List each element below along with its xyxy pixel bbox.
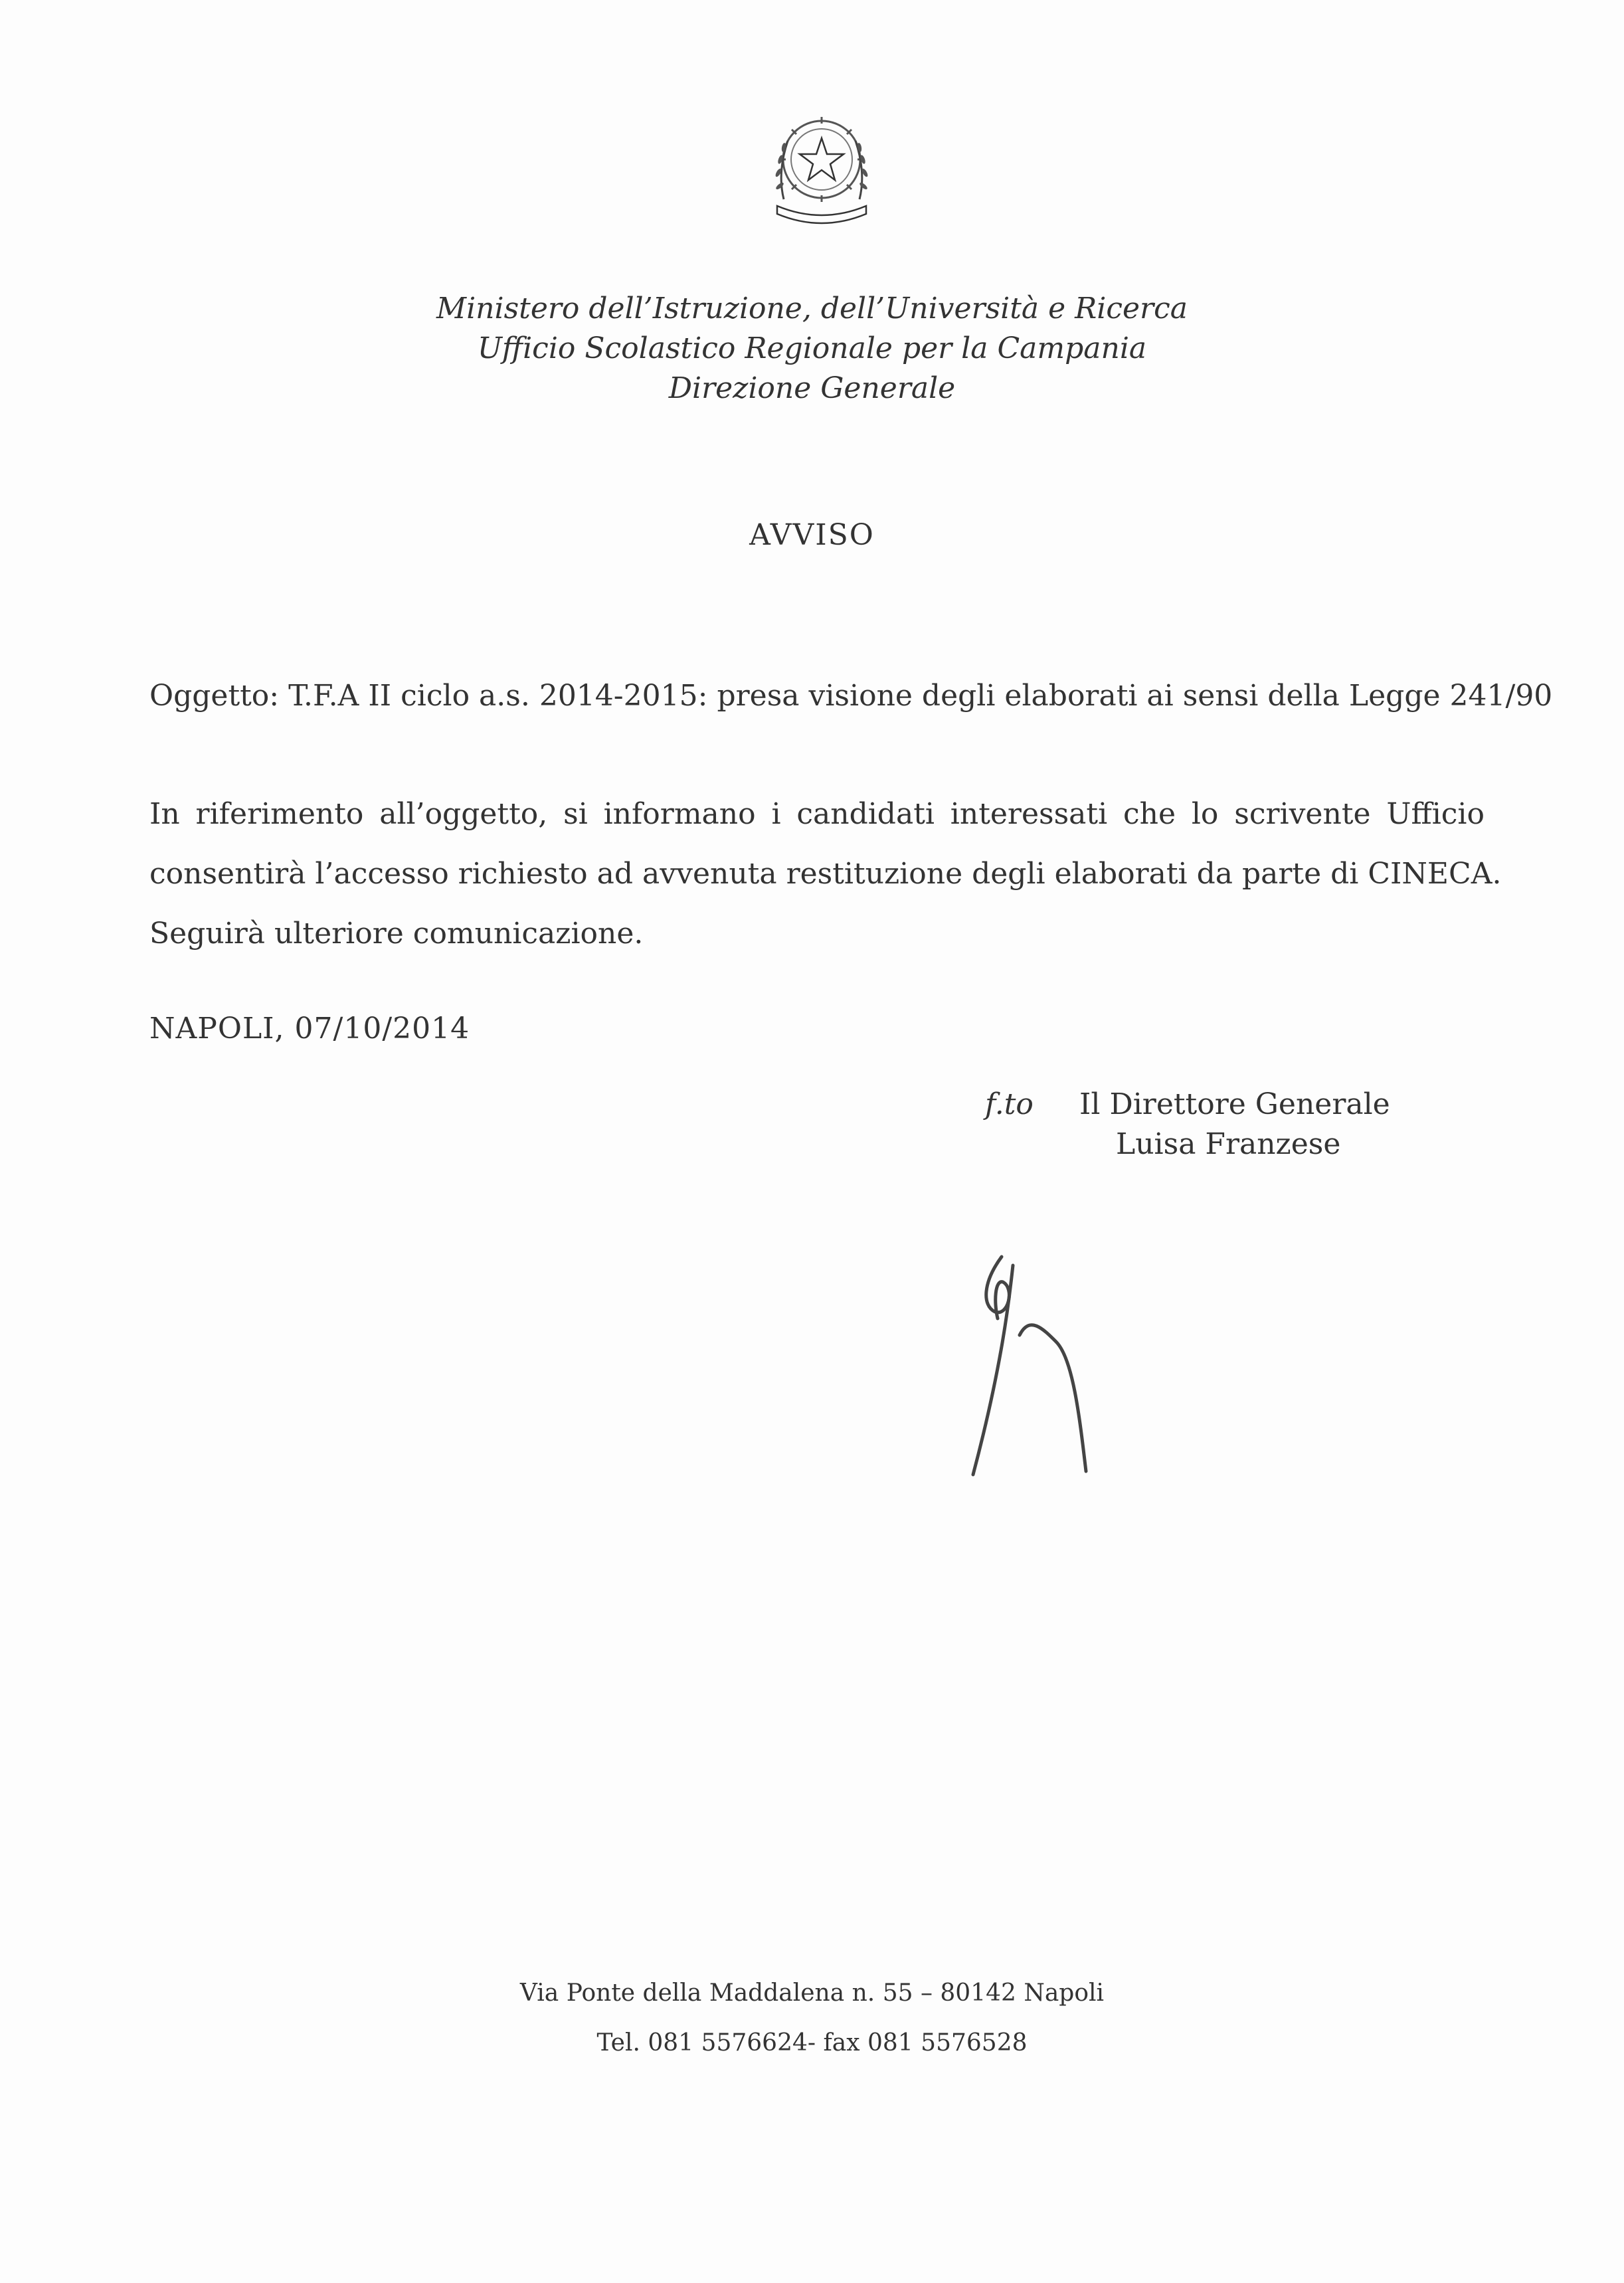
signatory-role: Il Direttore Generale: [1079, 1087, 1390, 1121]
handwritten-signature-icon: [956, 1242, 1129, 1481]
ministry-name: Ministero dell’Istruzione, dell’Università e Ricerca: [436, 292, 1188, 325]
subject-line: Oggetto: T.F.A II ciclo a.s. 2014-2015: presa visione degli elaborati ai sensi della Legge 241/90: [149, 679, 1553, 713]
directorate-name: Direzione Generale: [668, 371, 956, 405]
body-line-3: Seguirà ulteriore comunicazione.: [149, 917, 644, 951]
notice-title: AVVISO: [749, 518, 875, 552]
office-name: Ufficio Scolastico Regionale per la Campania: [477, 331, 1147, 365]
italian-republic-emblem-icon: [765, 106, 878, 229]
body-line-1: In riferimento all’oggetto, si informano i candidati interessati che lo scrivente Ufficio: [149, 797, 1485, 831]
footer-address: Via Ponte della Maddalena n. 55 – 80142 Napoli: [519, 1979, 1105, 2007]
signed-abbreviation: f.to: [985, 1087, 1034, 1121]
signatory-name: Luisa Franzese: [1116, 1127, 1341, 1161]
footer-contacts: Tel. 081 5576624- fax 081 5576528: [596, 2029, 1028, 2056]
body-line-2: consentirà l’accesso richiesto ad avvenuta restituzione degli elaborati da parte di CINECA.: [149, 857, 1502, 891]
place-and-date: NAPOLI, 07/10/2014: [149, 1012, 470, 1046]
